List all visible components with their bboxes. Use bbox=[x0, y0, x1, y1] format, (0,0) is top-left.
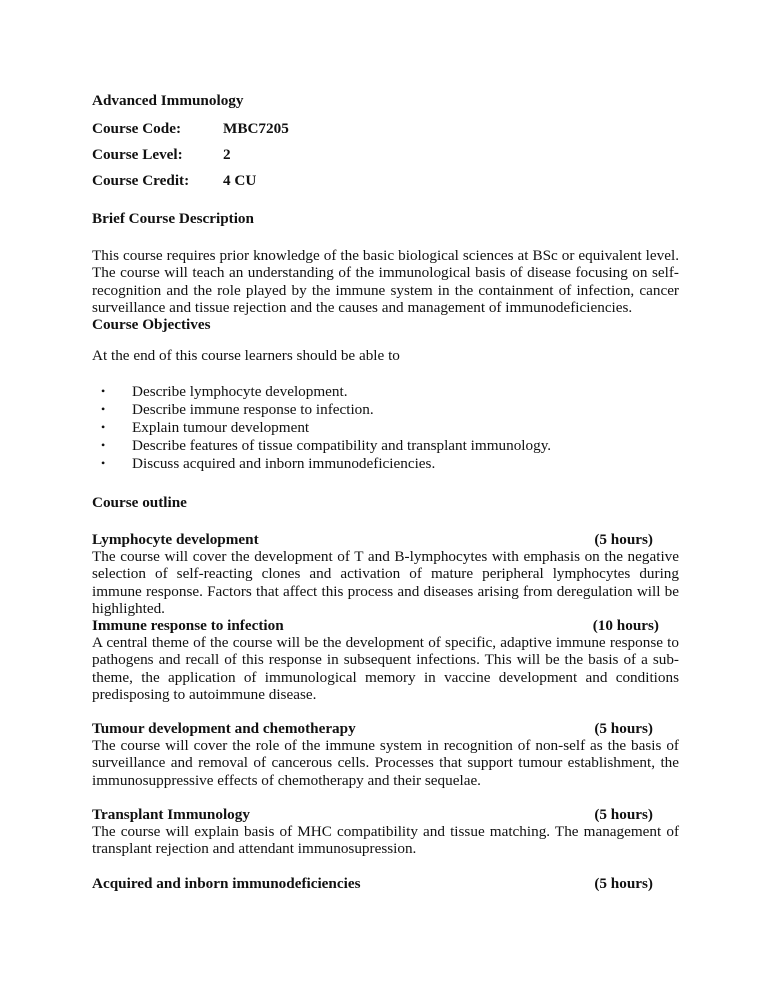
topic-heading bbox=[92, 720, 679, 737]
topic-title: Lymphocyte development bbox=[92, 531, 259, 548]
topic-hours: (5 hours) bbox=[594, 875, 653, 892]
topic-description: A central theme of the course will be the development of specific, adaptive immune response to pathogens and recall of this response in subsequent infections. This will be the basis of a sub-theme, the application of immunological memory in vaccine development and conditions predisposing to autoimmune disease. bbox=[92, 634, 679, 704]
course-level-value: 2 bbox=[223, 146, 231, 163]
objective-item: • Describe lymphocyte development. bbox=[101, 383, 348, 400]
topic-title: Acquired and inborn immunodeficiencies bbox=[92, 875, 361, 892]
objective-item: • Explain tumour development bbox=[101, 419, 310, 436]
topic-hours: (10 hours) bbox=[592, 617, 659, 634]
topic-hours: (5 hours) bbox=[594, 720, 653, 737]
topic-title: Tumour development and chemotherapy bbox=[92, 720, 356, 737]
bullet-icon: • bbox=[101, 402, 106, 416]
description-text: This course requires prior knowledge of the basic biological sciences at BSc or equivalent level. The course will teach an understanding of the immunological basis of disease focusing on self-recognition and the role played by the immune system in the containment of infection, cancer surveillance and tissue rejection and the causes and management of immunodeficiencies. bbox=[92, 247, 679, 317]
course-code-label: Course Code: bbox=[92, 120, 182, 137]
outline-heading: Course outline bbox=[92, 494, 187, 511]
topic-heading bbox=[92, 617, 679, 634]
objectives-list bbox=[92, 383, 679, 473]
topic-description: The course will explain basis of MHC compatibility and tissue matching. The management of transplant rejection and attendant immunosupression. bbox=[92, 823, 679, 858]
objective-item: • Discuss acquired and inborn immunodeficiencies. bbox=[101, 455, 436, 472]
topic-hours: (5 hours) bbox=[594, 531, 653, 548]
topic-title: Transplant Immunology bbox=[92, 806, 250, 823]
topic-title: Immune response to infection bbox=[92, 617, 284, 634]
topic-hours: (5 hours) bbox=[594, 806, 653, 823]
description-heading: Brief Course Description bbox=[92, 210, 254, 227]
topic-heading bbox=[92, 875, 679, 892]
objectives-heading: Course Objectives bbox=[92, 316, 211, 333]
topic-heading bbox=[92, 806, 679, 823]
bullet-icon: • bbox=[101, 384, 106, 398]
topic-description: The course will cover the role of the immune system in recognition of non-self as the basis of surveillance and removal of cancerous cells. Processes that support tumour establishment, the immunosuppressive effects of chemotherapy and their sequelae. bbox=[92, 737, 679, 789]
course-credit-label: Course Credit: bbox=[92, 172, 190, 189]
objective-item: • Describe immune response to infection. bbox=[101, 401, 374, 418]
course-level-label: Course Level: bbox=[92, 146, 183, 163]
bullet-icon: • bbox=[101, 456, 106, 470]
topic-heading bbox=[92, 531, 679, 548]
bullet-icon: • bbox=[101, 420, 106, 434]
objectives-intro: At the end of this course learners should be able to bbox=[92, 347, 400, 364]
course-code-value: MBC7205 bbox=[223, 120, 289, 137]
bullet-icon: • bbox=[101, 438, 106, 452]
topic-description: The course will cover the development of T and B-lymphocytes with emphasis on the negative selection of self-reacting clones and activation of mature peripheral lymphocytes during immune response. Factors that affect this process and diseases arising from deregulation will be highlighted. bbox=[92, 548, 679, 618]
course-credit-value: 4 CU bbox=[223, 172, 257, 189]
course-title: Advanced Immunology bbox=[92, 92, 244, 109]
objective-item: • Describe features of tissue compatibility and transplant immunology. bbox=[101, 437, 552, 454]
